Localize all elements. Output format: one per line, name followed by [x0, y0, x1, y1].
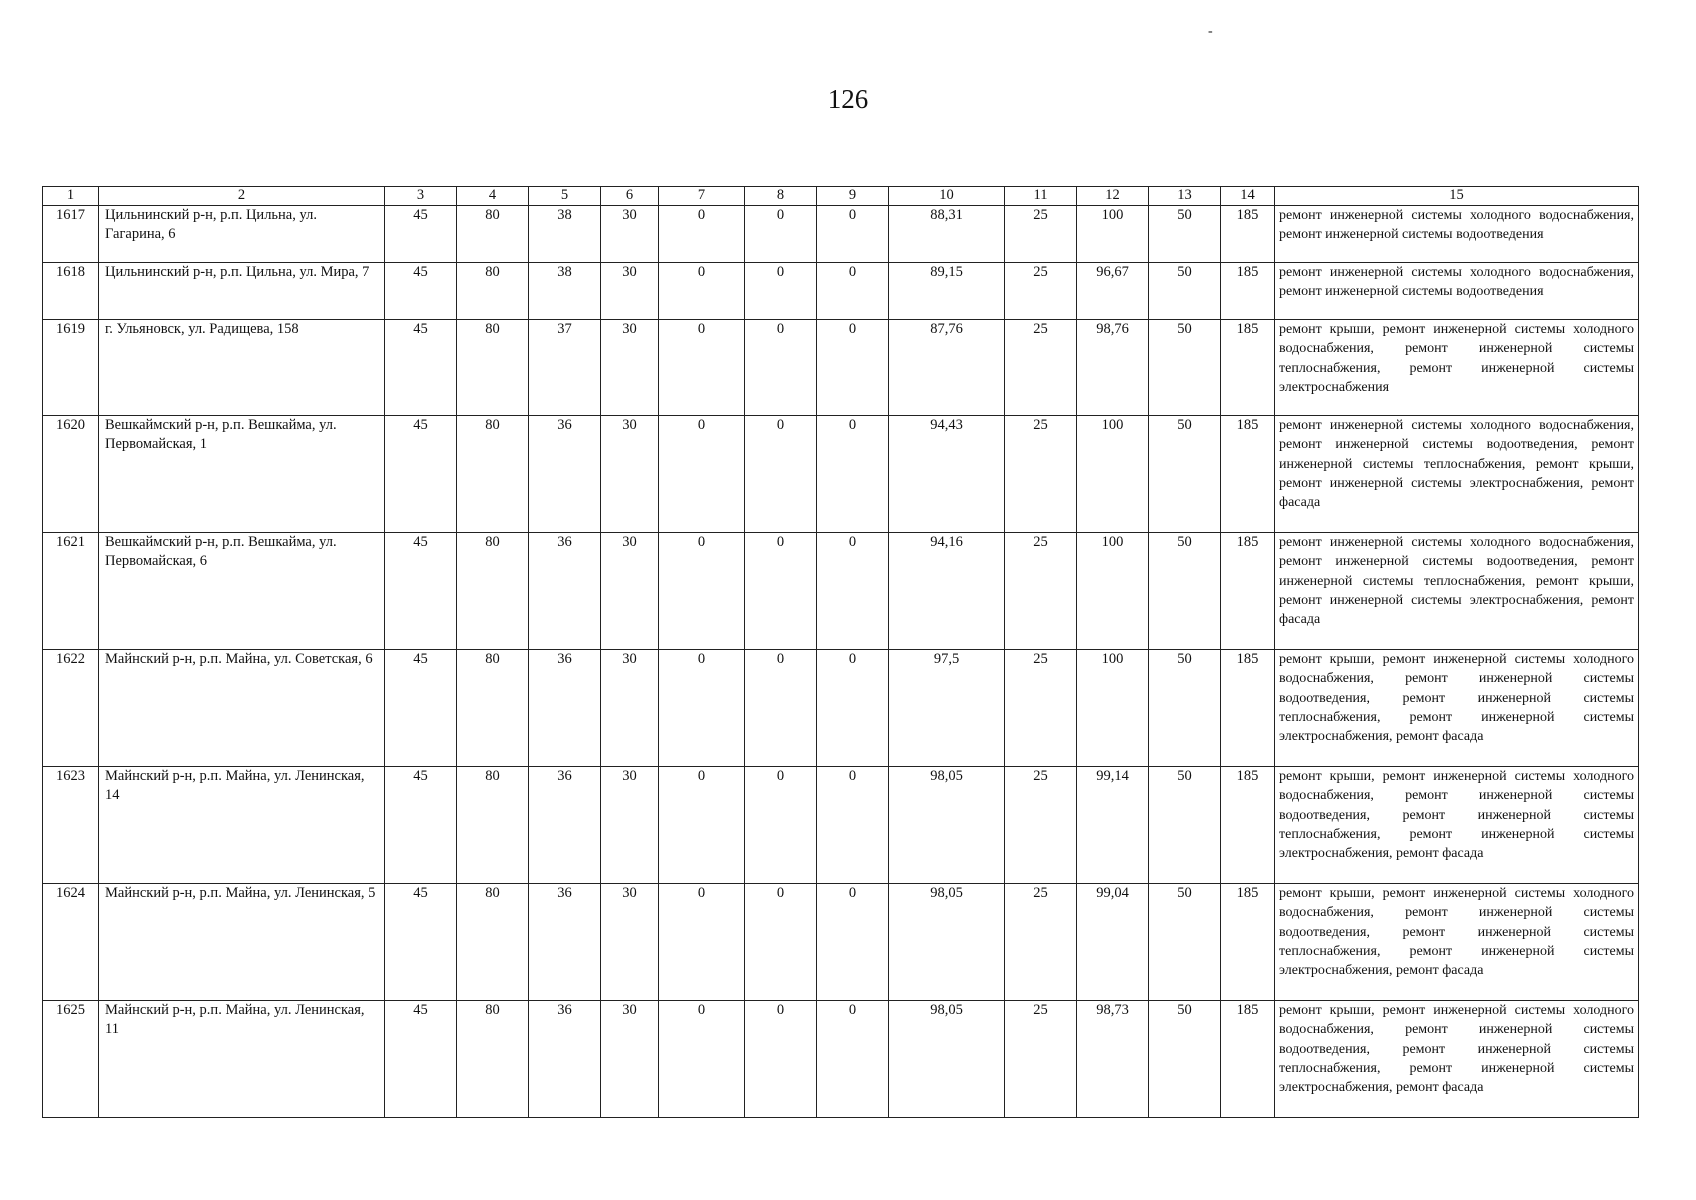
value-cell-col-10: 97,5 — [889, 650, 1005, 767]
value-cell-col-8: 0 — [745, 320, 817, 416]
value-cell-col-3: 45 — [385, 206, 457, 263]
value-cell-col-10: 94,16 — [889, 533, 1005, 650]
works-description-cell: ремонт инженерной системы холодного водоснабжения, ремонт инженерной системы водоотведения, ремонт инженерной системы теплоснабжения, ремонт крыши, ремонт инженерной системы электроснабжения, ремонт фасада — [1275, 416, 1639, 533]
works-description-cell: ремонт крыши, ремонт инженерной системы холодного водоснабжения, ремонт инженерной системы теплоснабжения, ремонт инженерной системы электроснабжения — [1275, 320, 1639, 416]
value-cell-col-12: 100 — [1077, 533, 1149, 650]
value-cell-col-12: 100 — [1077, 206, 1149, 263]
value-cell-col-10: 89,15 — [889, 263, 1005, 320]
works-description-cell: ремонт крыши, ремонт инженерной системы холодного водоснабжения, ремонт инженерной системы водоотведения, ремонт инженерной системы теплоснабжения, ремонт инженерной системы электроснабжения, ремонт фасада — [1275, 650, 1639, 767]
value-cell-col-5: 36 — [529, 533, 601, 650]
value-cell-col-10: 98,05 — [889, 767, 1005, 884]
value-cell-col-12: 100 — [1077, 416, 1149, 533]
column-number-1: 1 — [43, 187, 99, 206]
table-row — [43, 416, 1639, 533]
value-cell-col-5: 37 — [529, 320, 601, 416]
value-cell-col-11: 25 — [1005, 884, 1077, 1001]
column-number-7: 7 — [659, 187, 745, 206]
value-cell-col-14: 185 — [1221, 884, 1275, 1001]
value-cell-col-11: 25 — [1005, 650, 1077, 767]
works-description-cell: ремонт крыши, ремонт инженерной системы холодного водоснабжения, ремонт инженерной системы водоотведения, ремонт инженерной системы теплоснабжения, ремонт инженерной системы электроснабжения, ремонт фасада — [1275, 767, 1639, 884]
value-cell-col-8: 0 — [745, 263, 817, 320]
value-cell-col-9: 0 — [817, 206, 889, 263]
value-cell-col-8: 0 — [745, 767, 817, 884]
value-cell-col-13: 50 — [1149, 767, 1221, 884]
value-cell-col-13: 50 — [1149, 320, 1221, 416]
value-cell-col-3: 45 — [385, 263, 457, 320]
row-number-cell: 1617 — [43, 206, 99, 263]
row-number-cell: 1624 — [43, 884, 99, 1001]
value-cell-col-6: 30 — [601, 533, 659, 650]
value-cell-col-6: 30 — [601, 206, 659, 263]
value-cell-col-11: 25 — [1005, 1001, 1077, 1118]
value-cell-col-9: 0 — [817, 1001, 889, 1118]
column-number-15: 15 — [1275, 187, 1639, 206]
value-cell-col-7: 0 — [659, 533, 745, 650]
column-number-11: 11 — [1005, 187, 1077, 206]
address-cell: Цильнинский р-н, р.п. Цильна, ул. Гагарина, 6 — [99, 206, 385, 263]
column-number-2: 2 — [99, 187, 385, 206]
value-cell-col-13: 50 — [1149, 884, 1221, 1001]
value-cell-col-6: 30 — [601, 1001, 659, 1118]
value-cell-col-3: 45 — [385, 767, 457, 884]
value-cell-col-7: 0 — [659, 416, 745, 533]
row-number-cell: 1625 — [43, 1001, 99, 1118]
value-cell-col-13: 50 — [1149, 650, 1221, 767]
value-cell-col-14: 185 — [1221, 206, 1275, 263]
works-table — [42, 186, 1639, 1118]
column-number-row — [43, 187, 1639, 206]
value-cell-col-14: 185 — [1221, 1001, 1275, 1118]
value-cell-col-11: 25 — [1005, 320, 1077, 416]
value-cell-col-7: 0 — [659, 884, 745, 1001]
table-row — [43, 767, 1639, 884]
value-cell-col-10: 94,43 — [889, 416, 1005, 533]
value-cell-col-9: 0 — [817, 533, 889, 650]
row-number-cell: 1622 — [43, 650, 99, 767]
value-cell-col-5: 38 — [529, 263, 601, 320]
address-cell: Майнский р-н, р.п. Майна, ул. Советская, 6 — [99, 650, 385, 767]
value-cell-col-13: 50 — [1149, 416, 1221, 533]
value-cell-col-7: 0 — [659, 263, 745, 320]
value-cell-col-3: 45 — [385, 416, 457, 533]
value-cell-col-4: 80 — [457, 884, 529, 1001]
value-cell-col-3: 45 — [385, 650, 457, 767]
address-cell: Майнский р-н, р.п. Майна, ул. Ленинская, 11 — [99, 1001, 385, 1118]
value-cell-col-10: 88,31 — [889, 206, 1005, 263]
value-cell-col-10: 87,76 — [889, 320, 1005, 416]
value-cell-col-12: 99,04 — [1077, 884, 1149, 1001]
value-cell-col-9: 0 — [817, 650, 889, 767]
column-number-9: 9 — [817, 187, 889, 206]
value-cell-col-3: 45 — [385, 884, 457, 1001]
value-cell-col-11: 25 — [1005, 263, 1077, 320]
value-cell-col-10: 98,05 — [889, 884, 1005, 1001]
value-cell-col-14: 185 — [1221, 533, 1275, 650]
value-cell-col-6: 30 — [601, 767, 659, 884]
value-cell-col-5: 36 — [529, 884, 601, 1001]
column-number-10: 10 — [889, 187, 1005, 206]
top-mark: - — [1208, 24, 1213, 39]
address-cell: Цильнинский р-н, р.п. Цильна, ул. Мира, 7 — [99, 263, 385, 320]
value-cell-col-7: 0 — [659, 1001, 745, 1118]
works-description-cell: ремонт инженерной системы холодного водоснабжения, ремонт инженерной системы водоотведения — [1275, 206, 1639, 263]
value-cell-col-7: 0 — [659, 320, 745, 416]
value-cell-col-7: 0 — [659, 650, 745, 767]
column-number-12: 12 — [1077, 187, 1149, 206]
value-cell-col-9: 0 — [817, 416, 889, 533]
value-cell-col-5: 36 — [529, 1001, 601, 1118]
value-cell-col-7: 0 — [659, 767, 745, 884]
works-description-cell: ремонт крыши, ремонт инженерной системы холодного водоснабжения, ремонт инженерной системы водоотведения, ремонт инженерной системы теплоснабжения, ремонт инженерной системы электроснабжения, ремонт фасада — [1275, 1001, 1639, 1118]
column-number-3: 3 — [385, 187, 457, 206]
value-cell-col-8: 0 — [745, 884, 817, 1001]
value-cell-col-14: 185 — [1221, 320, 1275, 416]
works-description-cell: ремонт инженерной системы холодного водоснабжения, ремонт инженерной системы водоотведения — [1275, 263, 1639, 320]
row-number-cell: 1621 — [43, 533, 99, 650]
value-cell-col-6: 30 — [601, 416, 659, 533]
value-cell-col-5: 36 — [529, 650, 601, 767]
value-cell-col-13: 50 — [1149, 206, 1221, 263]
table-row — [43, 533, 1639, 650]
table-row — [43, 884, 1639, 1001]
value-cell-col-4: 80 — [457, 650, 529, 767]
value-cell-col-6: 30 — [601, 263, 659, 320]
value-cell-col-3: 45 — [385, 320, 457, 416]
column-number-14: 14 — [1221, 187, 1275, 206]
address-cell: Вешкаймский р-н, р.п. Вешкайма, ул. Первомайская, 1 — [99, 416, 385, 533]
value-cell-col-5: 36 — [529, 416, 601, 533]
value-cell-col-4: 80 — [457, 533, 529, 650]
value-cell-col-9: 0 — [817, 263, 889, 320]
works-description-cell: ремонт инженерной системы холодного водоснабжения, ремонт инженерной системы водоотведения, ремонт инженерной системы теплоснабжения, ремонт крыши, ремонт инженерной системы электроснабжения, ремонт фасада — [1275, 533, 1639, 650]
value-cell-col-12: 98,73 — [1077, 1001, 1149, 1118]
table-row — [43, 1001, 1639, 1118]
value-cell-col-14: 185 — [1221, 650, 1275, 767]
address-cell: Вешкаймский р-н, р.п. Вешкайма, ул. Первомайская, 6 — [99, 533, 385, 650]
row-number-cell: 1623 — [43, 767, 99, 884]
page-number: 126 — [827, 84, 869, 114]
row-number-cell: 1620 — [43, 416, 99, 533]
row-number-cell: 1618 — [43, 263, 99, 320]
value-cell-col-5: 38 — [529, 206, 601, 263]
value-cell-col-12: 98,76 — [1077, 320, 1149, 416]
address-cell: г. Ульяновск, ул. Радищева, 158 — [99, 320, 385, 416]
column-number-13: 13 — [1149, 187, 1221, 206]
address-cell: Майнский р-н, р.п. Майна, ул. Ленинская, 5 — [99, 884, 385, 1001]
value-cell-col-4: 80 — [457, 320, 529, 416]
table-row — [43, 650, 1639, 767]
value-cell-col-9: 0 — [817, 884, 889, 1001]
value-cell-col-7: 0 — [659, 206, 745, 263]
value-cell-col-4: 80 — [457, 416, 529, 533]
value-cell-col-8: 0 — [745, 1001, 817, 1118]
value-cell-col-14: 185 — [1221, 416, 1275, 533]
value-cell-col-11: 25 — [1005, 206, 1077, 263]
table-row — [43, 206, 1639, 263]
value-cell-col-12: 96,67 — [1077, 263, 1149, 320]
value-cell-col-13: 50 — [1149, 1001, 1221, 1118]
value-cell-col-11: 25 — [1005, 416, 1077, 533]
value-cell-col-13: 50 — [1149, 263, 1221, 320]
value-cell-col-6: 30 — [601, 884, 659, 1001]
value-cell-col-3: 45 — [385, 1001, 457, 1118]
value-cell-col-14: 185 — [1221, 263, 1275, 320]
column-number-4: 4 — [457, 187, 529, 206]
value-cell-col-4: 80 — [457, 767, 529, 884]
table-row — [43, 263, 1639, 320]
value-cell-col-11: 25 — [1005, 533, 1077, 650]
value-cell-col-4: 80 — [457, 263, 529, 320]
value-cell-col-3: 45 — [385, 533, 457, 650]
value-cell-col-12: 100 — [1077, 650, 1149, 767]
value-cell-col-5: 36 — [529, 767, 601, 884]
address-cell: Майнский р-н, р.п. Майна, ул. Ленинская, 14 — [99, 767, 385, 884]
value-cell-col-8: 0 — [745, 416, 817, 533]
column-number-8: 8 — [745, 187, 817, 206]
value-cell-col-9: 0 — [817, 320, 889, 416]
value-cell-col-8: 0 — [745, 533, 817, 650]
value-cell-col-10: 98,05 — [889, 1001, 1005, 1118]
value-cell-col-11: 25 — [1005, 767, 1077, 884]
value-cell-col-6: 30 — [601, 650, 659, 767]
value-cell-col-8: 0 — [745, 650, 817, 767]
value-cell-col-14: 185 — [1221, 767, 1275, 884]
value-cell-col-12: 99,14 — [1077, 767, 1149, 884]
value-cell-col-6: 30 — [601, 320, 659, 416]
column-number-6: 6 — [601, 187, 659, 206]
works-description-cell: ремонт крыши, ремонт инженерной системы холодного водоснабжения, ремонт инженерной системы водоотведения, ремонт инженерной системы теплоснабжения, ремонт инженерной системы электроснабжения, ремонт фасада — [1275, 884, 1639, 1001]
value-cell-col-9: 0 — [817, 767, 889, 884]
value-cell-col-13: 50 — [1149, 533, 1221, 650]
value-cell-col-4: 80 — [457, 206, 529, 263]
value-cell-col-4: 80 — [457, 1001, 529, 1118]
value-cell-col-8: 0 — [745, 206, 817, 263]
table-row — [43, 320, 1639, 416]
row-number-cell: 1619 — [43, 320, 99, 416]
column-number-5: 5 — [529, 187, 601, 206]
